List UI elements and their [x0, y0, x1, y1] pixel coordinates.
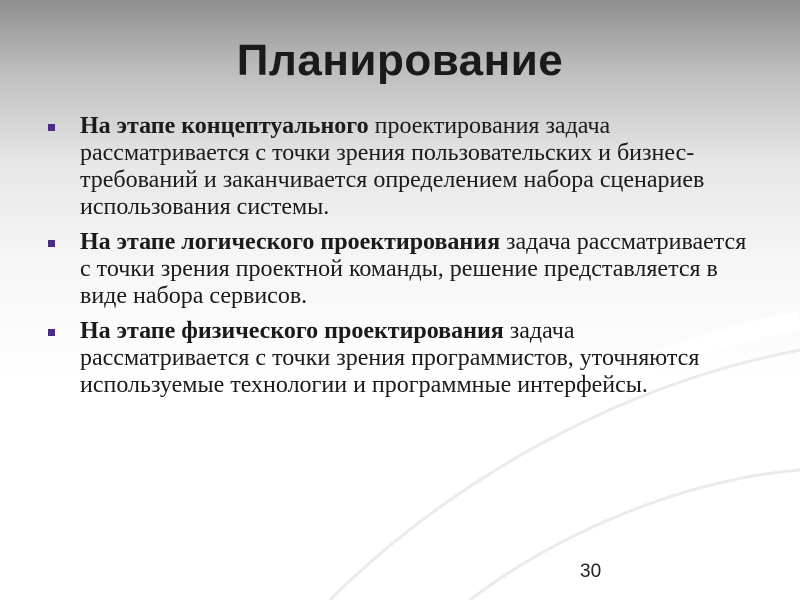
bullet-item — [48, 318, 748, 399]
bullet-text: проектирования задача рассматривается с точки зрения пользовательских и бизнес-требований и заканчивается определением набора сценариев использования системы. — [80, 113, 705, 220]
page-number: 30 — [580, 561, 602, 582]
bullet-list — [48, 113, 748, 407]
square-bullet-icon — [48, 240, 55, 247]
bullet-text: задача рассматривается с точки зрения программистов, уточняются используемые технологии и программные интерфейсы. — [80, 318, 700, 398]
square-bullet-icon — [48, 124, 55, 131]
bullet-item — [48, 113, 748, 221]
bullet-text: задача рассматривается с точки зрения проектной команды, решение представляется в виде набора сервисов. — [80, 229, 747, 309]
bullet-item — [48, 229, 748, 310]
square-bullet-icon — [48, 329, 55, 336]
bullet-bold-text: На этапе логического проектирования — [80, 229, 501, 255]
bullet-bold-text: На этапе концептуального — [80, 113, 369, 139]
bullet-bold-text: На этапе физического проектирования — [80, 318, 504, 344]
slide-title: Планирование — [236, 36, 564, 85]
